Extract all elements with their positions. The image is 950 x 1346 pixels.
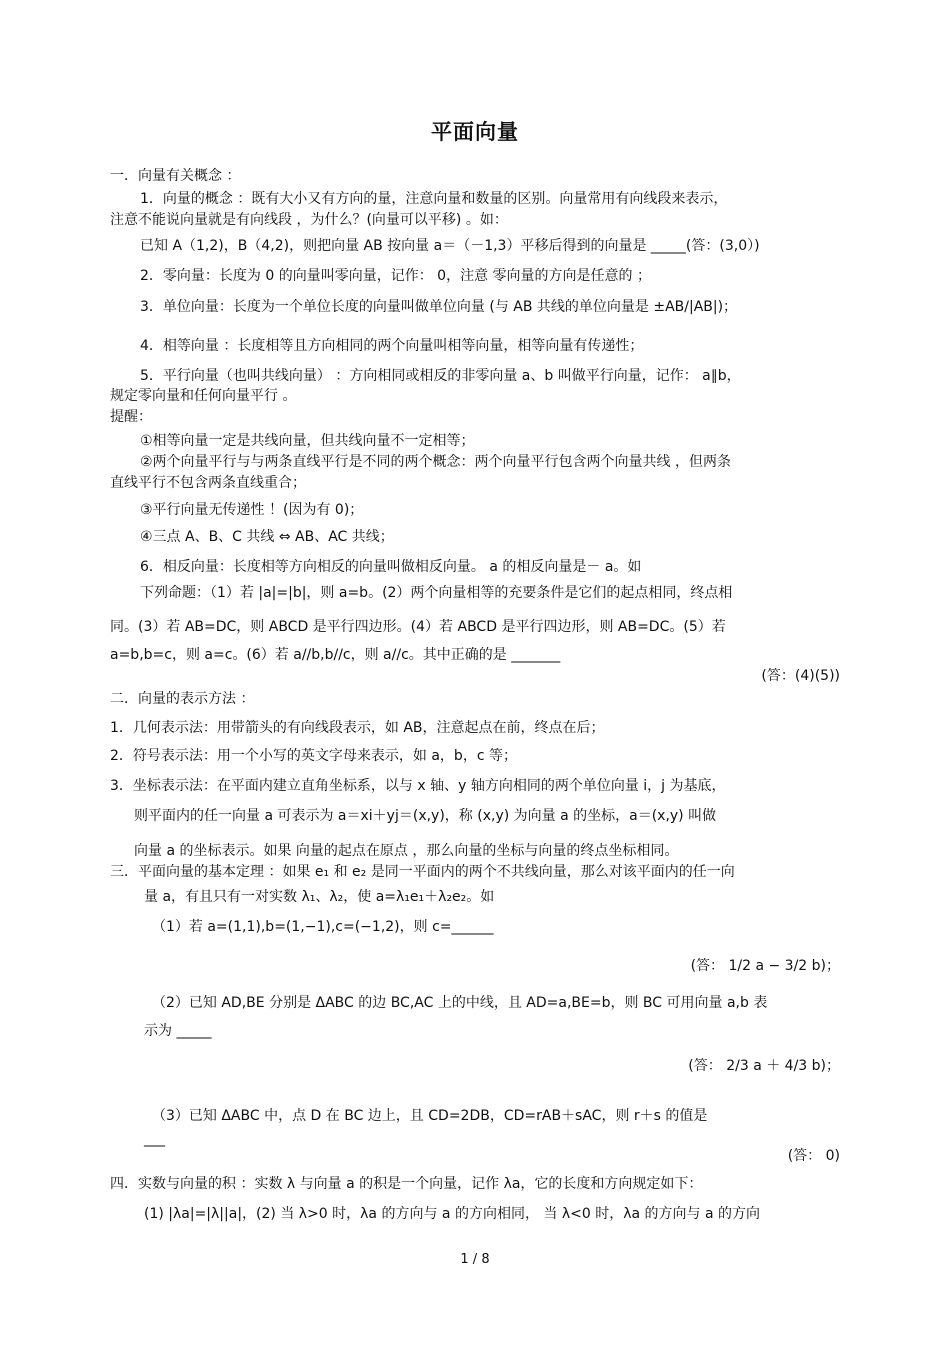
text-line: (1) |λa|=|λ||a|，(2) 当 λ>0 时，λa 的方向与 a 的方向相同， 当 λ<0 时，λa 的方向与 a 的方向	[144, 1206, 761, 1222]
text-line: 三．平面向量的基本定理 ：如果 e₁ 和 e₂ 是同一平面内的两个不共线向量，那么对该平面内的任一向	[110, 864, 735, 880]
text-line: 3．坐标表示法：在平面内建立直角坐标系，以与 x 轴、y 轴方向相同的两个单位向量 i，j 为基底，	[110, 778, 726, 794]
answer-line: (答： 0)	[787, 1148, 840, 1164]
text-line: 注意不能说向量就是有向线段 ，为什么？(向量可以平移) 。如：	[110, 212, 508, 228]
text-line: 二．向量的表示方法 ：	[110, 691, 255, 707]
text-line: （2）已知 AD,BE 分别是 ΔABC 的边 BC,AC 上的中线，且 AD=a,BE=b，则 BC 可用向量 a,b 表	[152, 995, 768, 1011]
text-line: （1）若 a=(1,1),b=(1,−1),c=(−1,2)，则 c=______	[152, 919, 494, 935]
text-line: 3．单位向量：长度为一个单位长度的向量叫做单位向量 (与 AB 共线的单位向量是 ±AB/|AB|)；	[140, 299, 738, 315]
answer-line: (答： 2/3 a ＋ 4/3 b)；	[688, 1058, 840, 1074]
text-line: 则平面内的任一向量 a 可表示为 a＝xi＋yj＝(x,y)，称 (x,y) 为向量 a 的坐标，a＝(x,y) 叫做	[134, 808, 717, 824]
text-line: ③平行向量无传递性 ！(因为有 0)；	[140, 502, 364, 518]
text-line: ②两个向量平行与与两条直线平行是不同的两个概念：两个向量平行包含两个向量共线 ，但两条	[140, 454, 731, 470]
text-line: 提醒：	[110, 409, 152, 425]
text-line: 1．几何表示法：用带箭头的有向线段表示，如 AB，注意起点在前，终点在后；	[110, 720, 605, 736]
text-line: a=b,b=c，则 a=c。(6）若 a//b,b//c，则 a//c。其中正确的是 _______	[110, 647, 561, 663]
text-line: 向量 a 的坐标表示。如果 向量的起点在原点 ，那么向量的坐标与向量的终点坐标相同。	[134, 843, 679, 859]
text-line: 6．相反向量：长度相等方向相反的向量叫做相反向量。 a 的相反向量是－ a。如	[140, 559, 642, 575]
text-line: 4．相等向量 ：长度相等且方向相同的两个向量叫相等向量，相等向量有传递性；	[140, 338, 644, 354]
text-line: 示为 _____	[144, 1023, 212, 1039]
page-number: 1 / 8	[460, 1252, 490, 1267]
text-line: ①相等向量一定是共线向量，但共线向量不一定相等；	[140, 433, 475, 449]
text-line: ④三点 A、B、C 共线 ⇔ AB、AC 共线；	[140, 529, 394, 545]
answer-line: (答：(4)(5))	[761, 668, 840, 684]
text-line: 同。(3）若 AB=DC，则 ABCD 是平行四边形。(4）若 ABCD 是平行四边形，则 AB=DC。(5）若	[110, 619, 726, 635]
text-line: 1．向量的概念 ：既有大小又有方向的量，注意向量和数量的区别。向量常用有向线段来表示，	[140, 191, 728, 207]
page-title: 平面向量	[431, 120, 519, 144]
text-line: 一．向量有关概念 ：	[110, 168, 241, 184]
text-line: ___	[144, 1131, 165, 1147]
text-line: 规定零向量和任何向量平行 。	[110, 388, 297, 404]
text-line: 2．零向量：长度为 0 的向量叫零向量，记作： 0，注意 零向量的方向是任意的 ；	[140, 268, 651, 284]
text-line: 下列命题：（1）若 |a|=|b|，则 a=b。(2）两个向量相等的充要条件是它们的起点相同，终点相	[140, 585, 733, 601]
text-line: 直线平行不包含两条直线重合；	[110, 475, 306, 491]
text-line: 2．符号表示法：用一个小写的英文字母来表示，如 a，b，c 等；	[110, 748, 517, 764]
text-line: 已知 A（1,2)，B（4,2)，则把向量 AB 按向量 a＝（－1,3）平移后得到的向量是 _____(答：(3,0）)	[140, 238, 760, 254]
text-line: （3）已知 ΔABC 中，点 D 在 BC 边上，且 CD=2DB，CD=rAB＋sAC，则 r＋s 的值是	[152, 1108, 708, 1124]
text-line: 四．实数与向量的积 ：实数 λ 与向量 a 的积是一个向量，记作 λa，它的长度和方向规定如下：	[110, 1176, 703, 1192]
text-line: 量 a，有且只有一对实数 λ₁、λ₂，使 a=λ₁e₁＋λ₂e₂。如	[144, 889, 495, 905]
text-line: 5．平行向量（也叫共线向量） ：方向相同或相反的非零向量 a、b 叫做平行向量，记作： a∥b，	[140, 368, 741, 384]
answer-line: (答： 1/2 a − 3/2 b)；	[690, 958, 840, 974]
